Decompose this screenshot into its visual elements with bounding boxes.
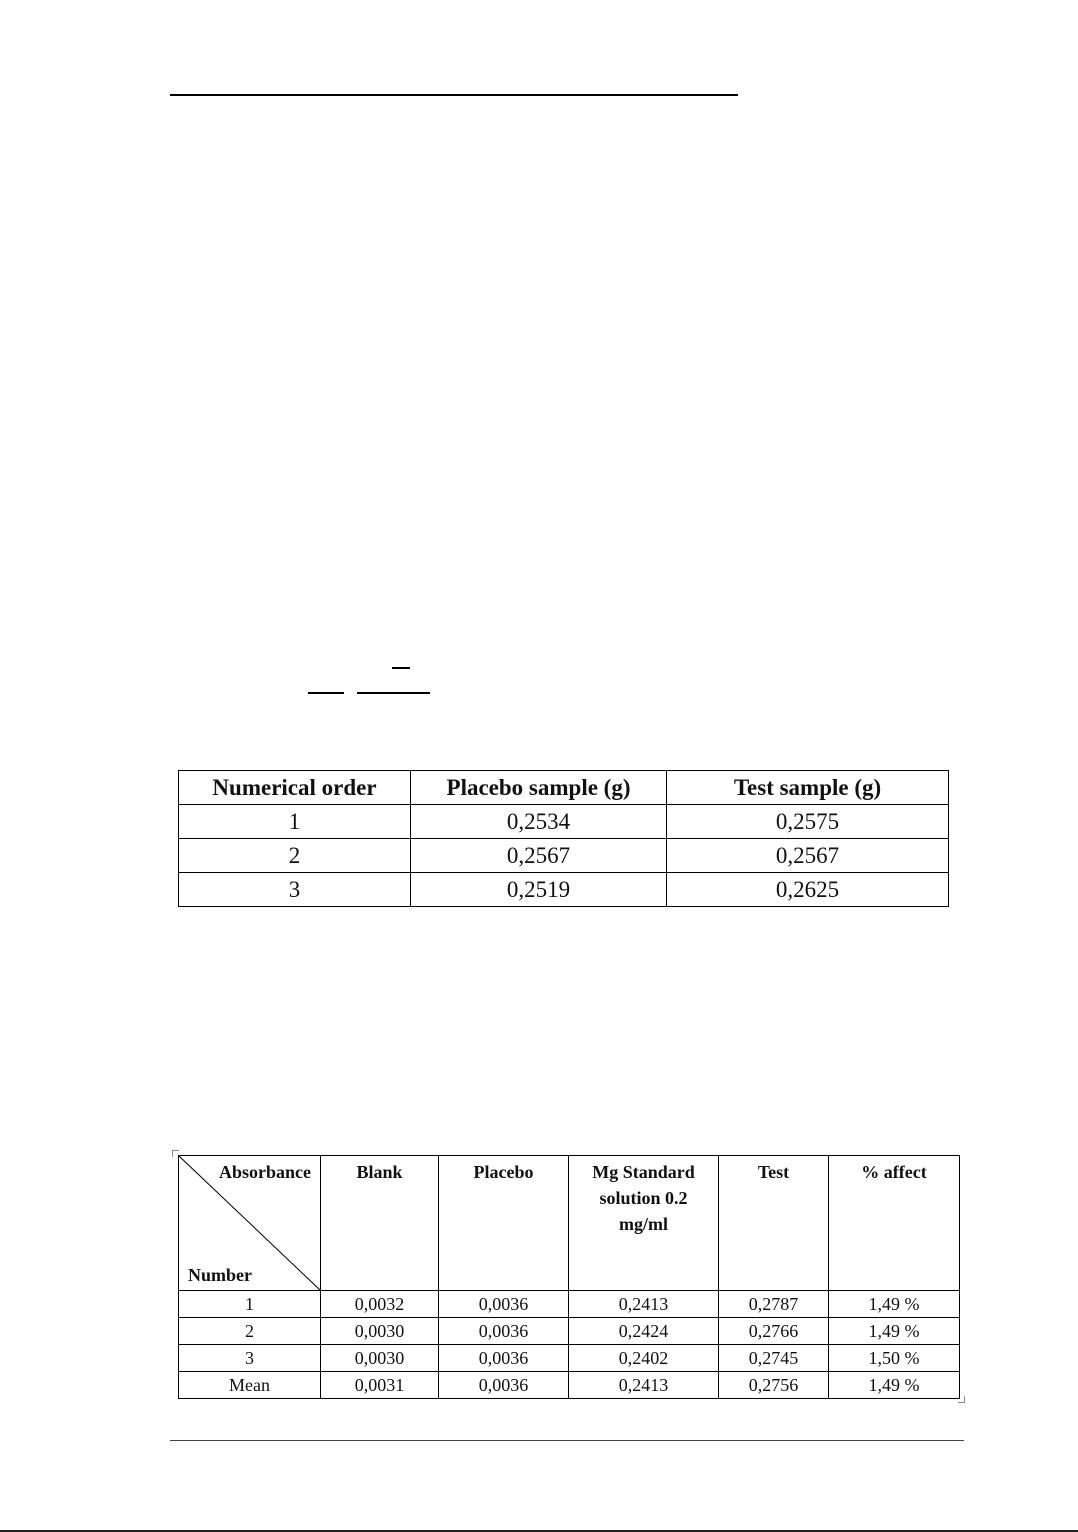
table-cell: 0,0036 <box>439 1291 569 1318</box>
table-cell: 0,0036 <box>439 1345 569 1372</box>
absorbance-table <box>178 1155 960 1399</box>
corner-header-top: Absorbance <box>218 1162 311 1182</box>
table-cell: 0,2424 <box>569 1318 719 1345</box>
column-header: Numerical order <box>179 771 411 805</box>
table-cell: 0,2413 <box>569 1372 719 1399</box>
table-row <box>179 1291 960 1318</box>
table-header-row <box>179 1156 960 1291</box>
table-cell: 0,0036 <box>439 1318 569 1345</box>
table-cell: 1 <box>179 1291 321 1318</box>
table-cell: 2 <box>179 1318 321 1345</box>
sample-weights-table <box>178 770 949 907</box>
formula-fraction-bar <box>357 692 430 694</box>
table-cell: 0,2766 <box>719 1318 829 1345</box>
column-header: Mg Standard solution 0.2 mg/ml <box>569 1156 719 1291</box>
table-row <box>179 1318 960 1345</box>
table-row <box>179 805 949 839</box>
table-cell: 1 <box>179 805 411 839</box>
column-header: % affect <box>829 1156 960 1291</box>
table-cell: Mean <box>179 1372 321 1399</box>
table-resize-handle-icon <box>958 1396 965 1403</box>
table-cell: 0,2745 <box>719 1345 829 1372</box>
table-row <box>179 1345 960 1372</box>
table-cell: 0,0036 <box>439 1372 569 1399</box>
table-cell: 3 <box>179 873 411 907</box>
footer-rule <box>170 1440 964 1441</box>
table-cell: 0,2756 <box>719 1372 829 1399</box>
formula-fraction-bar <box>308 692 344 694</box>
table-cell: 1,49 % <box>829 1291 960 1318</box>
corner-header-bottom: Number <box>188 1265 252 1285</box>
table-cell: 0,2625 <box>667 873 949 907</box>
table-cell: 0,0030 <box>321 1318 439 1345</box>
column-header: Test sample (g) <box>667 771 949 805</box>
table-row <box>179 873 949 907</box>
table-cell: 0,2575 <box>667 805 949 839</box>
table-cell: 0,2413 <box>569 1291 719 1318</box>
header-rule <box>170 94 738 96</box>
table-cell: 0,0032 <box>321 1291 439 1318</box>
diagonal-corner-header <box>179 1156 321 1291</box>
column-header: Blank <box>321 1156 439 1291</box>
table-cell: 0,2519 <box>411 873 667 907</box>
column-header: Placebo <box>439 1156 569 1291</box>
table-cell: 0,2567 <box>667 839 949 873</box>
table-row <box>179 839 949 873</box>
table-cell: 1,49 % <box>829 1372 960 1399</box>
table-cell: 0,0030 <box>321 1345 439 1372</box>
table-cell: 0,2567 <box>411 839 667 873</box>
table-cell: 0,2787 <box>719 1291 829 1318</box>
table-cell: 0,2402 <box>569 1345 719 1372</box>
table-header-row <box>179 771 949 805</box>
table-cell: 1,50 % <box>829 1345 960 1372</box>
table-cell: 0,0031 <box>321 1372 439 1399</box>
table-cell: 2 <box>179 839 411 873</box>
column-header: Placebo sample (g) <box>411 771 667 805</box>
table-cell: 0,2534 <box>411 805 667 839</box>
column-header: Test <box>719 1156 829 1291</box>
table-cell: 1,49 % <box>829 1318 960 1345</box>
formula-fraction-bar <box>392 667 410 669</box>
table-row <box>179 1372 960 1399</box>
table-cell: 3 <box>179 1345 321 1372</box>
